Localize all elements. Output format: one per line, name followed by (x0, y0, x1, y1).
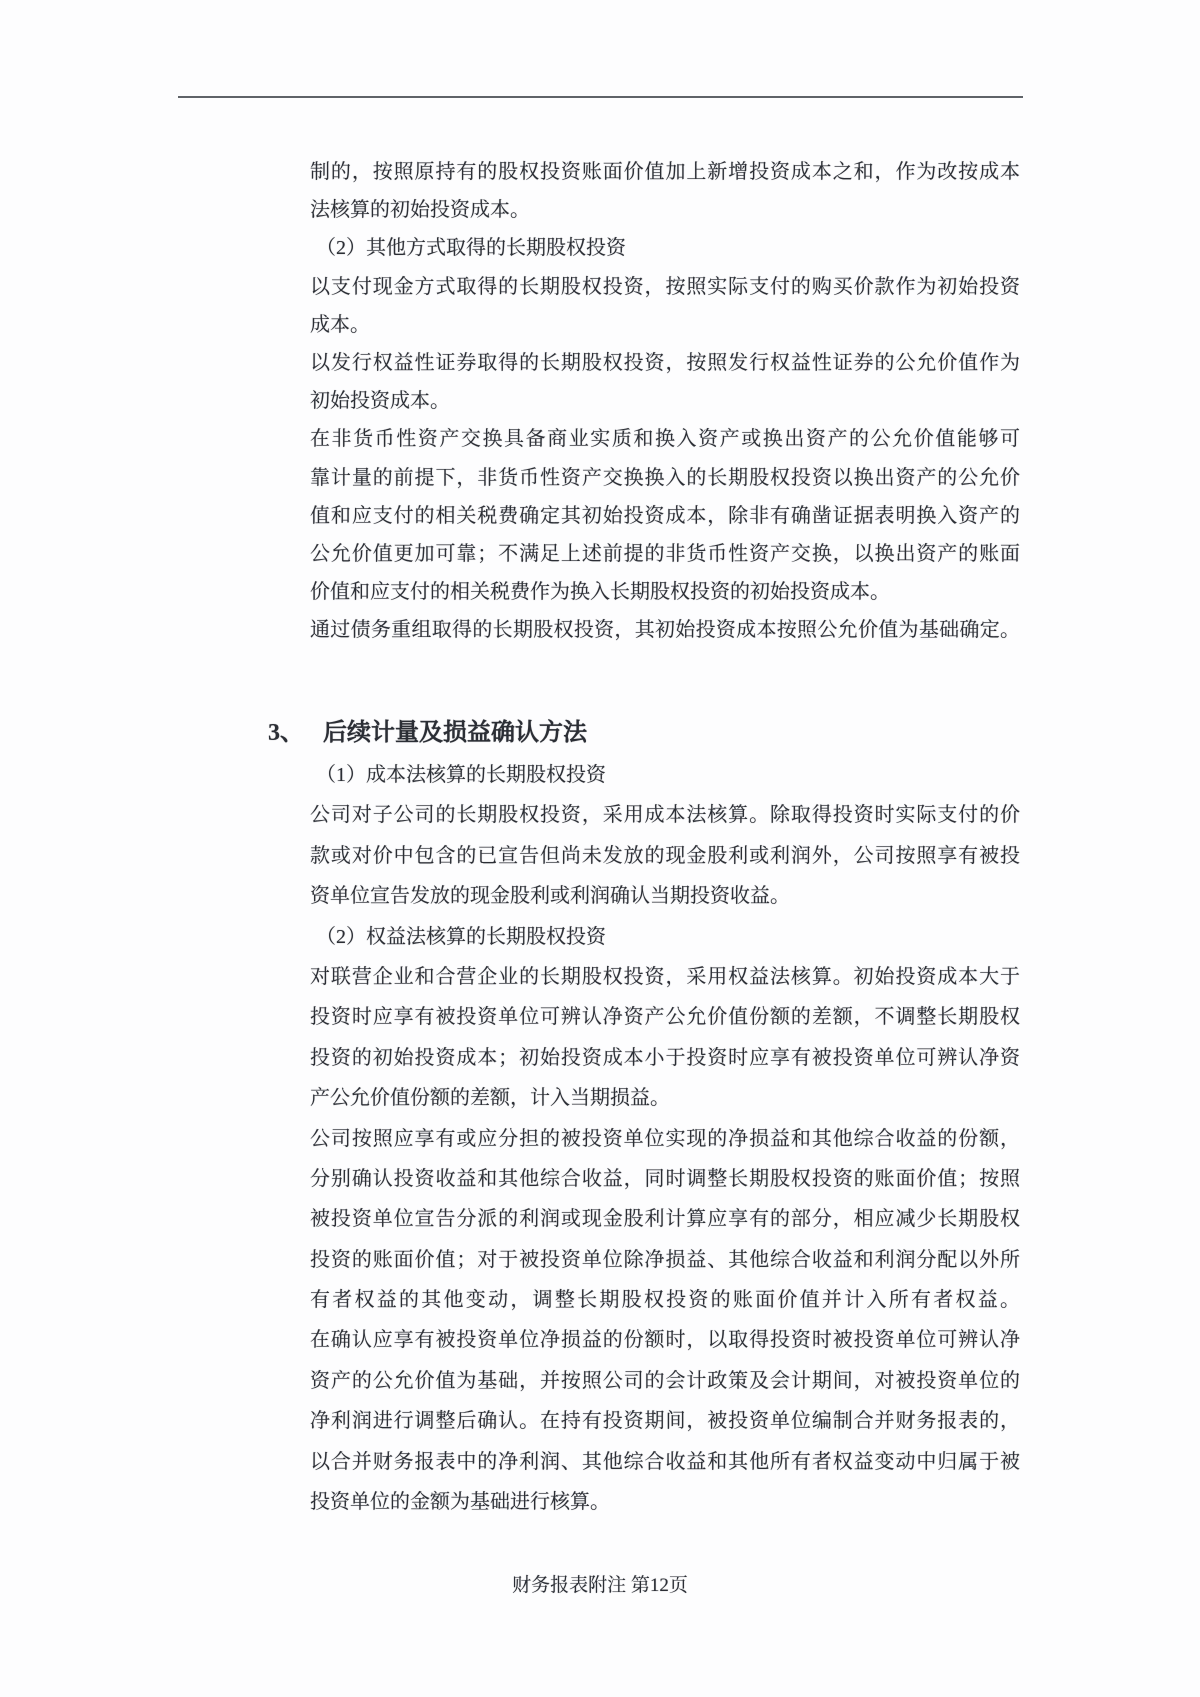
text-line: （2）权益法核算的长期股权投资 (316, 925, 606, 948)
text-line: 对联营企业和合营企业的长期股权投资，采用权益法核算。初始投资成本大于 (310, 965, 1020, 988)
section-3-body-paragraphs (310, 755, 1020, 1522)
text-line: 款或对价中包含的已宣告但尚未发放的现金股利或利润外，公司按照享有被投 (310, 844, 1020, 867)
header-rule (178, 96, 1023, 98)
text-line: 以合并财务报表中的净利润、其他综合收益和其他所有者权益变动中归属于被 (310, 1450, 1020, 1473)
text-line: 初始投资成本。 (310, 390, 450, 413)
text-line: 法核算的初始投资成本。 (310, 199, 530, 222)
text-line: 值和应支付的相关税费确定其初始投资成本，除非有确凿证据表明换入资产的 (310, 504, 1020, 527)
text-line: 投资单位的金额为基础进行核算。 (310, 1491, 610, 1514)
text-line: 公司对子公司的长期股权投资，采用成本法核算。除取得投资时实际支付的价 (310, 804, 1020, 827)
section-title: 后续计量及损益确认方法 (323, 720, 587, 746)
text-line: 有者权益的其他变动，调整长期股权投资的账面价值并计入所有者权益。 (310, 1289, 1020, 1312)
text-line: 成本。 (310, 313, 370, 336)
text-line: 投资的账面价值；对于被投资单位除净损益、其他综合收益和利润分配以外所 (310, 1248, 1020, 1271)
text-line: 投资的初始投资成本；初始投资成本小于投资时应享有被投资单位可辨认净资 (310, 1046, 1020, 1069)
text-line: （1）成本法核算的长期股权投资 (316, 764, 606, 786)
text-line: 资产的公允价值为基础，并按照公司的会计政策及会计期间，对被投资单位的 (310, 1369, 1020, 1392)
text-line: 在确认应享有被投资单位净损益的份额时，以取得投资时被投资单位可辨认净 (310, 1329, 1020, 1352)
page-footer: 财务报表附注 第12页 (512, 1575, 688, 1596)
text-line: 在非货币性资产交换具备商业实质和换入资产或换出资产的公允价值能够可 (310, 428, 1020, 451)
text-line: 分别确认投资收益和其他综合收益，同时调整长期股权投资的账面价值；按照 (310, 1167, 1020, 1190)
text-line: 净利润进行调整后确认。在持有投资期间，被投资单位编制合并财务报表的， (310, 1410, 1020, 1433)
text-line: 以发行权益性证券取得的长期股权投资，按照发行权益性证券的公允价值作为 (310, 351, 1020, 374)
text-line: 通过债务重组取得的长期股权投资，其初始投资成本按照公允价值为基础确定。 (310, 619, 1020, 642)
text-line: 靠计量的前提下，非货币性资产交换换入的长期股权投资以换出资产的公允价 (310, 466, 1020, 489)
text-line: 公司按照应享有或应分担的被投资单位实现的净损益和其他综合收益的份额， (310, 1127, 1020, 1150)
text-line: 制的，按照原持有的股权投资账面价值加上新增投资成本之和，作为改按成本 (310, 161, 1020, 183)
text-line: 被投资单位宣告分派的利润或现金股利计算应享有的部分，相应减少长期股权 (310, 1208, 1020, 1231)
section-number: 3、 (268, 720, 304, 746)
text-line: 投资时应享有被投资单位可辨认净资产公允价值份额的差额，不调整长期股权 (310, 1006, 1020, 1029)
text-line: 公允价值更加可靠；不满足上述前提的非货币性资产交换，以换出资产的账面 (310, 542, 1020, 565)
text-line: 以支付现金方式取得的长期股权投资，按照实际支付的购买价款作为初始投资 (310, 275, 1020, 298)
section-heading (268, 712, 587, 754)
text-line: 价值和应支付的相关税费作为换入长期股权投资的初始投资成本。 (310, 581, 890, 604)
text-line: 资单位宣告发放的现金股利或利润确认当期投资收益。 (310, 885, 790, 908)
section-2-continuation-paragraphs (310, 153, 1020, 649)
text-line: （2）其他方式取得的长期股权投资 (316, 237, 626, 260)
text-line: 产公允价值份额的差额，计入当期损益。 (310, 1087, 670, 1110)
